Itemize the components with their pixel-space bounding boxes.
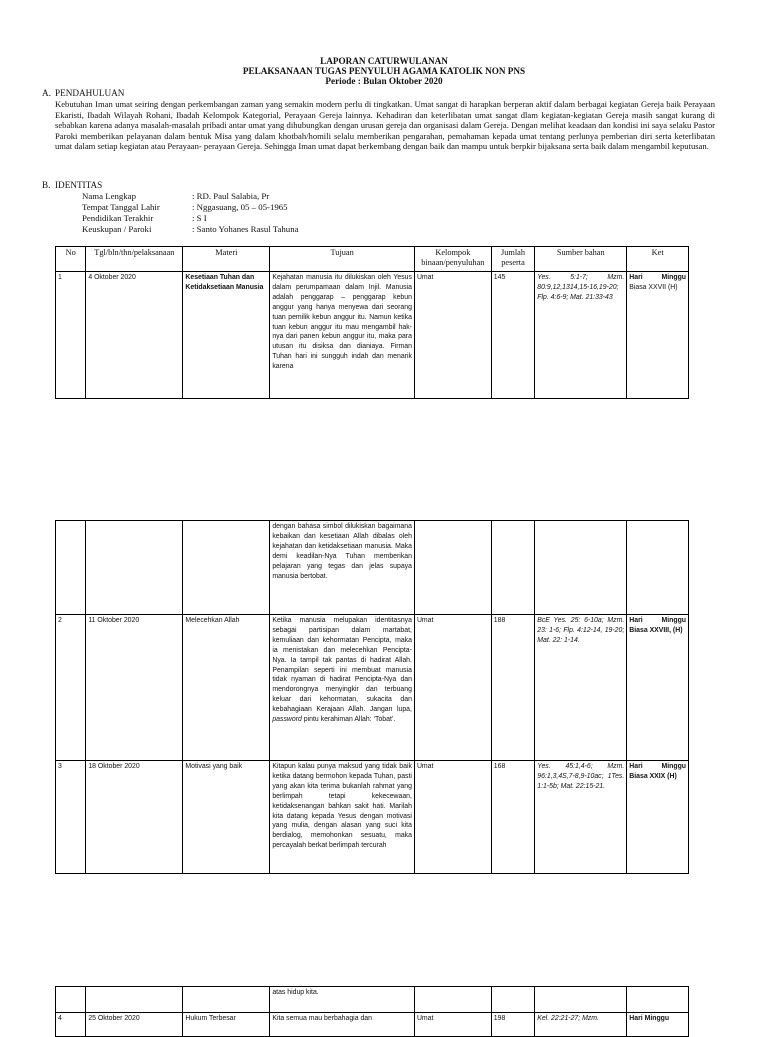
identity-value: : Santo Yohanes Rasul Tahuna xyxy=(192,224,299,234)
tujuan-tail-text: pintu kerahiman Allah: ‘Tobat’. xyxy=(303,716,396,724)
identity-label: Nama Lengkap xyxy=(82,191,136,201)
col-header-jumlah: Jumlah peserta xyxy=(491,247,534,272)
col-header-kelompok: Kelompok binaan/penyuluhan xyxy=(414,247,491,272)
col-header-no: No xyxy=(56,247,86,272)
report-period: Periode : Bulan Oktober 2020 xyxy=(325,76,443,86)
table-row xyxy=(56,272,689,399)
col-header-sumber: Sumber bahan xyxy=(535,247,627,272)
cell-tujuan xyxy=(270,615,415,761)
cell-no xyxy=(56,521,86,615)
cell-materi: Hukum Terbesar xyxy=(183,1013,270,1037)
cell-jumlah: 188 xyxy=(491,615,534,761)
table-row xyxy=(56,521,689,615)
activity-table-part-1 xyxy=(55,246,689,399)
cell-no: 2 xyxy=(56,615,86,761)
cell-kelompok: Umat xyxy=(414,615,491,761)
cell-jumlah xyxy=(491,987,534,1013)
tujuan-italic-text: password xyxy=(272,716,302,724)
cell-no: 4 xyxy=(56,1013,86,1037)
cell-kelompok: Umat xyxy=(414,1013,491,1037)
cell-no xyxy=(56,987,86,1013)
col-header-materi: Materi xyxy=(183,247,270,272)
cell-materi: Melecehkan Allah xyxy=(183,615,270,761)
table-header-row xyxy=(56,247,689,272)
cell-materi: Kesetiaan Tuhan dan Ketidaksetiaan Manusia xyxy=(183,272,270,399)
activity-table-part-2 xyxy=(55,520,689,874)
ket-bold-text: Hari Minggu xyxy=(629,274,686,281)
cell-ket: Hari Minggu Biasa XXIX (H) xyxy=(627,761,689,874)
col-header-date: Tgl/bln/thn/pelaksanaan xyxy=(86,247,183,272)
table-row xyxy=(56,987,689,1013)
cell-kelompok xyxy=(414,521,491,615)
tujuan-main-text: Ketika manusia melupakan identitasnya sebagai partisipan dalam martabat, kemuliaan dan kehormatan Pencipta, maka ia menistakan dan melecehkan Pencipta-Nya. Ia tampil tak pantas di hadirat Allah. Penampilan seperti ini membuat manusia tidak nyaman di hadirat Pencipta-Nya dan mendorongnya menyingkir dan terbuang keluar dari kehormatan, sukacita dan kebahagiaan Kerajaan Allah. Jangan lupa, xyxy=(272,617,412,714)
identity-value: : RD. Paul Salabia, Pr xyxy=(192,191,270,201)
report-title: LAPORAN CATURWULANAN xyxy=(320,56,448,66)
cell-sumber: Yes. 5:1-7; Mzm. 80:9,12,1314,15-16,19-20; Flp. 4:6-9; Mat. 21:33-43 xyxy=(535,272,627,399)
cell-date: 18 Oktober 2020 xyxy=(86,761,183,874)
cell-sumber xyxy=(535,521,627,615)
report-subtitle: PELAKSANAAN TUGAS PENYULUH AGAMA KATOLIK NON PNS xyxy=(242,66,526,76)
cell-sumber: Yes. 45:1,4-6; Mzm. 96:1,3,4S,7-8,9-10ac; 1Tes. 1:1-5b; Mat. 22:15-21. xyxy=(535,761,627,874)
col-header-ket: Ket xyxy=(627,247,689,272)
cell-sumber xyxy=(535,987,627,1013)
section-a-heading xyxy=(42,88,124,98)
section-b-heading xyxy=(42,180,102,190)
cell-date xyxy=(86,521,183,615)
cell-ket: Hari Minggu Biasa XXVIII, (H) xyxy=(627,615,689,761)
identity-label: Keuskupan / Paroki xyxy=(82,224,152,234)
cell-jumlah: 145 xyxy=(491,272,534,399)
cell-sumber: BcE Yes. 25: 6-10a; Mzm. 23: 1-6; Flp. 4:12-14, 19-20; Mat. 22: 1-14. xyxy=(535,615,627,761)
section-b-title: IDENTITAS xyxy=(55,180,103,190)
identity-row xyxy=(82,191,269,202)
cell-no: 1 xyxy=(56,272,86,399)
table-row xyxy=(56,761,689,874)
identity-value: : S I xyxy=(192,213,207,223)
col-header-tujuan: Tujuan xyxy=(270,247,415,272)
cell-materi xyxy=(183,521,270,615)
cell-tujuan: dengan bahasa simbol dilukiskan bagaimana kebaikan dan kesetiaan Allah dibalas oleh kejahatan dan ketidaksetiaan manusia. Maka demi keadilan-Nya Tuhan memberikan pelajaran yang tegas dan jelas supaya manusia bertobat. xyxy=(270,521,415,615)
section-a-number: A. xyxy=(42,88,51,98)
cell-jumlah: 168 xyxy=(491,761,534,874)
cell-date: 11 Oktober 2020 xyxy=(86,615,183,761)
cell-jumlah: 198 xyxy=(491,1013,534,1037)
identity-row xyxy=(82,202,288,213)
table-row xyxy=(56,615,689,761)
cell-ket xyxy=(627,521,689,615)
cell-date: 4 Oktober 2020 xyxy=(86,272,183,399)
cell-kelompok: Umat xyxy=(414,272,491,399)
cell-date xyxy=(86,987,183,1013)
identity-label: Tempat Tanggal Lahir xyxy=(82,202,160,212)
cell-kelompok xyxy=(414,987,491,1013)
identity-label: Pendidikan Terakhir xyxy=(82,213,154,223)
cell-jumlah xyxy=(491,521,534,615)
section-a-title: PENDAHULUAN xyxy=(55,88,125,98)
identity-value: : Nggasuang, 05 – 05-1965 xyxy=(192,202,288,212)
cell-kelompok: Umat xyxy=(414,761,491,874)
cell-tujuan: Kitapun kalau punya maksud yang tidak baik ketika datang bermohon kepada Tuhan, pasti yang akan kita terima bukanlah rahmat yang berlimpah tetapi kekecewaan, ketidaksenangan bahkan sakit hati. Marilah kita datang kepada Yesus dengan motivasi yang mulia, dengan alasan yang suci kita berdialog, memohonkan sesuatu, maka percayalah berkat berlimpah tercurah xyxy=(270,761,415,874)
table-row xyxy=(56,1013,689,1037)
cell-tujuan: Kita semua mau berbahagia dan xyxy=(270,1013,415,1037)
ket-rest-text: Biasa XXVII (H) xyxy=(629,283,678,291)
cell-date: 25 Oktober 2020 xyxy=(86,1013,183,1037)
cell-tujuan: atas hidup kita. xyxy=(270,987,415,1013)
cell-no: 3 xyxy=(56,761,86,874)
cell-ket xyxy=(627,272,689,399)
section-b-number: B. xyxy=(42,180,51,190)
cell-ket: Hari Minggu xyxy=(627,1013,689,1037)
cell-materi xyxy=(183,987,270,1013)
cell-tujuan: Kejahatan manusia itu dilukiskan oleh Yesus dalam perumpamaan dalam Injil. Manusia adalah penggarap – penggarap kebun anggur yang hanya menyewa dari seorang tuan pemilik kebun anggur itu. Namun ketika tuan kebun anggur itu mau mengambil haknya dari panen kebun anggur itu, maka para utusan itu disiksa dan dianiaya. Firman Tuhan hari ini sungguh indah dan menarik karena xyxy=(270,272,415,399)
cell-ket xyxy=(627,987,689,1013)
cell-materi: Motivasi yang baik xyxy=(183,761,270,874)
cell-sumber: Kel. 22:21-27; Mzm. xyxy=(535,1013,627,1037)
activity-table-part-3 xyxy=(55,986,689,1037)
identity-row xyxy=(82,224,299,235)
identity-row xyxy=(82,213,207,224)
pendahuluan-paragraph: Kebutuhan Iman umat seiring dengan perkembangan zaman yang semakin modern perlu di tingkatkan. Umat sangat di harapkan berperan aktif dalam berbagai kegiatan Gereja baik Perayaan Ekaristi, Ibadah Wilayah Rohani, Ibadah Kelompok Kategorial, Perayaan Gereja lainnya. Kehadiran dan keterlibatan umat sangat dlam kegiatan-kegiatan Gereja masih sangat kurang di sebabkan karena adanya masalah-masalah pribadi antar umat yang dihubungkan dengan urusan gereja dan organisasi dalam Gereja. Dengan melihat keadaan dan kondisi ini saya selaku Pastor Paroki memberikan pelayanan dalam bentuk Misa yang dalam khotbah/homili selalu memberikan pengarahan, pemahaman kepada umat tentang perlunya pemberian diri serta keterlibatan umat dalam setiap kegiatan atau Perayaan- perayaan Gereja. Sehingga Iman umat dapat berkembang dengan baik dan mampu untuk berpkir bijaksana serta baik dalam mengambil keputusan. xyxy=(55,99,715,152)
